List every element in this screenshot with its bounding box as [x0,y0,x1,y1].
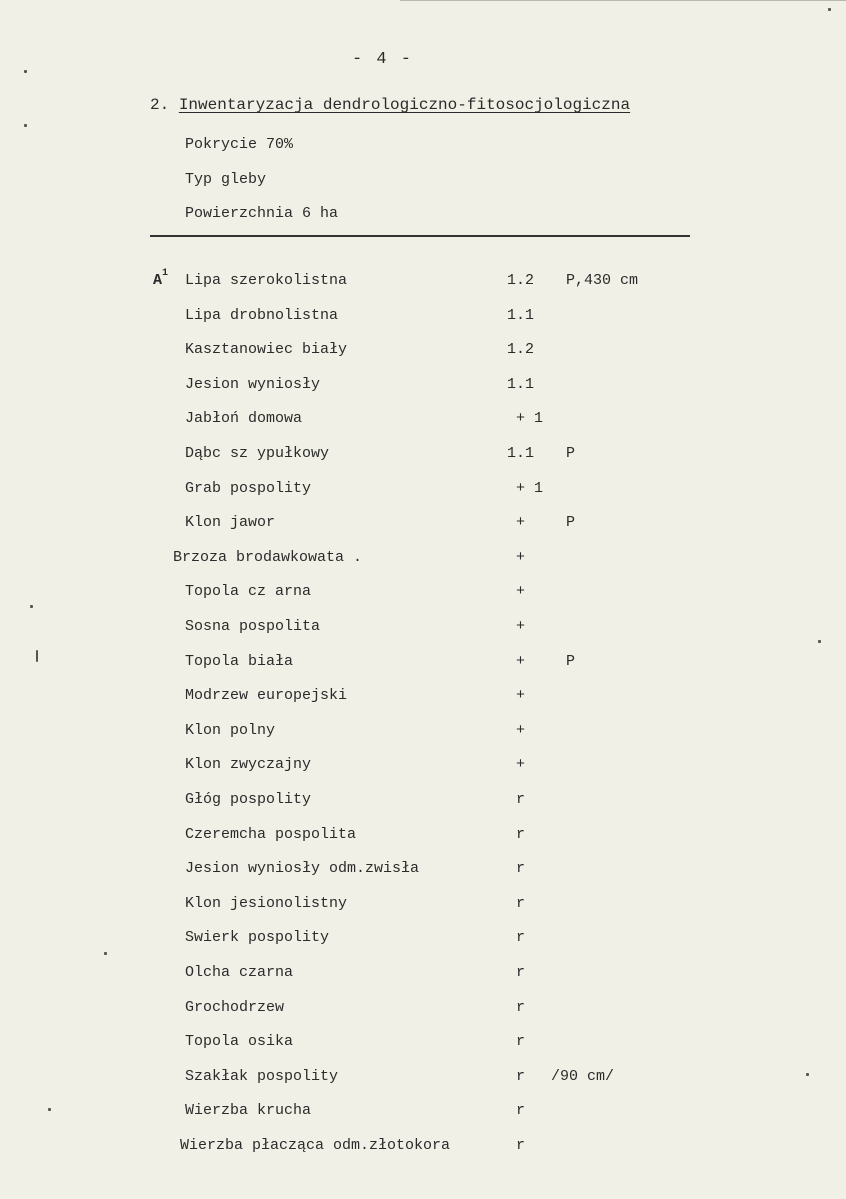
species-row [0,307,846,329]
species-row [0,341,846,363]
species-name: Szakłak pospolity [185,1068,339,1085]
scan-speck [104,952,107,955]
species-name: Kasztanowiec biały [185,341,348,358]
layer-superscript: 1 [162,268,169,279]
species-row [0,618,846,640]
section-title: Inwentaryzacja dendrologiczno-fitosocjologiczna [178,96,631,114]
species-name: Klon jawor [185,514,276,531]
abundance-value: r [516,791,526,808]
species-row [0,687,846,709]
species-name: Klon polny [185,722,276,739]
abundance-value: 1.2 [507,341,535,358]
section-heading [150,96,630,114]
species-name: Topola cz arna [185,583,312,600]
abundance-value: + [516,618,526,635]
abundance-value: 1.1 [507,307,535,324]
abundance-value: + [516,653,526,670]
scan-speck [48,1108,51,1111]
species-name: Topola biała [185,653,294,670]
abundance-value: + [516,514,526,531]
species-row [0,722,846,744]
species-row [0,929,846,951]
species-name: Jesion wyniosły [185,376,321,393]
species-name: Klon jesionolistny [185,895,348,912]
species-row [0,549,846,571]
species-row [0,999,846,1021]
species-name: Jesion wyniosły odm.zwisła [185,860,420,877]
species-row [0,826,846,848]
scan-speck [828,8,831,11]
scan-speck [818,640,821,643]
abundance-value: + [516,722,526,739]
species-row [0,514,846,536]
species-name: Swierk pospolity [185,929,330,946]
abundance-value: r [516,1137,526,1154]
species-note: P [566,514,576,531]
species-row [0,964,846,986]
abundance-value: + [516,549,526,566]
species-row [0,860,846,882]
species-name: Dąbc sz ypułkowy [185,445,330,462]
scan-speck [36,650,38,662]
abundance-value: r [516,860,526,877]
abundance-value: + [516,687,526,704]
abundance-value: + [516,756,526,773]
species-name: Wierzba krucha [185,1102,312,1119]
species-name: Klon zwyczajny [185,756,312,773]
species-row [0,376,846,398]
area-line: Powierzchnia 6 ha [185,205,339,222]
species-name: Brzoza brodawkowata . [173,549,363,566]
species-row [0,1068,846,1090]
species-note: P [566,445,576,462]
layer-letter: A [153,272,163,289]
species-name: Grochodrzew [185,999,285,1016]
abundance-value: r [516,1033,526,1050]
scan-speck [806,1073,809,1076]
horizontal-rule [150,235,690,237]
species-name: Wierzba płacząca odm.złotokora [180,1137,451,1154]
abundance-value: r [516,929,526,946]
abundance-value: r [516,826,526,843]
species-name: Lipa drobnolistna [185,307,339,324]
species-row [0,1137,846,1159]
species-row [0,791,846,813]
abundance-value: 1.2 [507,272,535,289]
species-row [0,1102,846,1124]
species-name: Czeremcha pospolita [185,826,357,843]
species-name: Głóg pospolity [185,791,312,808]
abundance-value: r [516,964,526,981]
species-row [0,895,846,917]
species-row [0,583,846,605]
scan-speck [30,605,33,608]
abundance-value: 1.1 [507,445,535,462]
species-name: Topola osika [185,1033,294,1050]
page-number: - 4 - [352,50,414,69]
top-edge-line [400,0,846,1]
species-row [0,410,846,432]
species-name: Sosna pospolita [185,618,321,635]
abundance-value: r [516,1068,526,1085]
species-row [0,653,846,675]
abundance-value: + 1 [516,410,544,427]
species-name: Lipa szerokolistna [185,272,348,289]
abundance-value: r [516,895,526,912]
species-note: P,430 cm [566,272,639,289]
abundance-value: + 1 [516,480,544,497]
coverage-line: Pokrycie 70% [185,136,294,153]
species-row [0,445,846,467]
scan-speck [24,124,27,127]
species-note: /90 cm/ [551,1068,615,1085]
species-row [0,272,846,294]
abundance-value: + [516,583,526,600]
section-number: 2. [150,96,170,114]
species-name: Modrzew europejski [185,687,348,704]
species-name: Jabłoń domowa [185,410,303,427]
species-row [0,1033,846,1055]
species-row [0,480,846,502]
species-name: Grab pospolity [185,480,312,497]
abundance-value: r [516,999,526,1016]
scan-speck [24,70,27,73]
abundance-value: r [516,1102,526,1119]
species-row [0,756,846,778]
species-name: Olcha czarna [185,964,294,981]
soil-type-line: Typ gleby [185,171,267,188]
species-note: P [566,653,576,670]
abundance-value: 1.1 [507,376,535,393]
